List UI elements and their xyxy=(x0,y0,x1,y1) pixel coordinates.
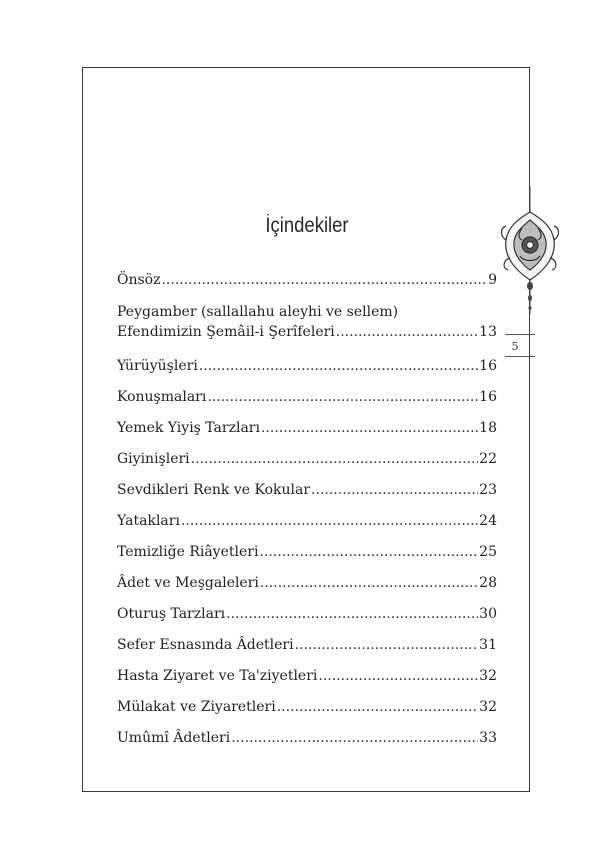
toc-entry-page: 30 xyxy=(479,606,497,622)
toc-entry-page: 33 xyxy=(479,730,497,746)
toc-entry-umumi[interactable] xyxy=(117,728,497,748)
toc-entry-title: Âdet ve Meşgaleleri xyxy=(117,575,259,591)
page-number-rule xyxy=(505,356,535,357)
toc-entry-page: 18 xyxy=(479,420,497,436)
toc-entry-mulakat[interactable] xyxy=(117,697,497,717)
toc-entry-onsoz[interactable] xyxy=(117,270,497,290)
toc-entry-page: 32 xyxy=(479,668,497,684)
dot-leader xyxy=(260,573,478,593)
toc-entry-temizlik[interactable] xyxy=(117,542,497,562)
dot-leader xyxy=(261,418,478,438)
toc-entry-page: 31 xyxy=(479,637,497,653)
toc-entry-page: 13 xyxy=(479,324,497,340)
dot-leader xyxy=(231,728,478,748)
toc-entry-hasta[interactable] xyxy=(117,666,497,686)
toc-entry-renk[interactable] xyxy=(117,480,497,500)
toc-entry-page: 32 xyxy=(479,699,497,715)
toc-entry-title: Önsöz xyxy=(117,272,161,288)
page-title: İçindekiler xyxy=(265,214,349,237)
toc-entry-title: Oturuş Tarzları xyxy=(117,606,226,622)
dot-leader xyxy=(311,480,478,500)
dot-leader xyxy=(191,449,479,469)
toc-entry-page: 28 xyxy=(479,575,497,591)
toc-entry-page: 16 xyxy=(479,358,497,374)
toc-entry-page: 22 xyxy=(479,451,497,467)
toc-entry-title: Giyinişleri xyxy=(117,451,190,467)
toc-entry-page: 24 xyxy=(479,513,497,529)
toc-entry-page: 23 xyxy=(479,482,497,498)
toc-entry-title: Efendimizin Şemâil-i Şerîfeleri xyxy=(117,324,335,340)
toc-entry-title-line: Peygamber (sallallahu aleyhi ve sellem) xyxy=(117,304,399,320)
toc-entry-title: Yemek Yiyiş Tarzları xyxy=(117,420,260,436)
dot-leader xyxy=(277,697,478,717)
toc-entry-page: 16 xyxy=(479,389,497,405)
toc-entry-giyinisleri[interactable] xyxy=(117,449,497,469)
dot-leader xyxy=(295,635,479,655)
toc-entry-title: Hasta Ziyaret ve Ta'ziyetleri xyxy=(117,668,318,684)
dot-leader xyxy=(336,322,478,342)
toc-entry-title: Yatakları xyxy=(117,513,180,529)
dot-leader xyxy=(259,542,478,562)
toc-entry-yataklari[interactable] xyxy=(117,511,497,531)
toc-entry-yemek[interactable] xyxy=(117,418,497,438)
dot-leader xyxy=(199,356,478,376)
toc-entry-konusmalari[interactable] xyxy=(117,387,497,407)
toc-entry-title: Temizliğe Riâyetleri xyxy=(117,544,259,560)
toc-entry-oturus[interactable] xyxy=(117,604,497,624)
dot-leader xyxy=(161,270,487,290)
toc-entry-title: Yürüyüşleri xyxy=(117,358,198,374)
toc-entry-title: Mülakat ve Ziyaretleri xyxy=(117,699,276,715)
toc-entry-page: 25 xyxy=(479,544,497,560)
dot-leader xyxy=(181,511,478,531)
toc-entry-page: 9 xyxy=(488,272,497,288)
toc-entry-yuruyusleri[interactable] xyxy=(117,356,497,376)
toc-entry-sefer[interactable] xyxy=(117,635,497,655)
toc-entry-title: Konuşmaları xyxy=(117,389,207,405)
dot-leader xyxy=(207,387,478,407)
toc-entry-adet[interactable] xyxy=(117,573,497,593)
page-number-rule xyxy=(505,334,535,335)
dot-leader xyxy=(226,604,478,624)
toc-entry-title: Sevdikleri Renk ve Kokular xyxy=(117,482,311,498)
toc-entry-semail[interactable] xyxy=(117,302,497,342)
dot-leader xyxy=(318,666,478,686)
page-number: 5 xyxy=(511,340,519,353)
ornament-icon xyxy=(500,186,560,326)
toc-entry-title: Umûmî Âdetleri xyxy=(117,730,231,746)
toc-entry-title: Sefer Esnasında Âdetleri xyxy=(117,637,294,653)
